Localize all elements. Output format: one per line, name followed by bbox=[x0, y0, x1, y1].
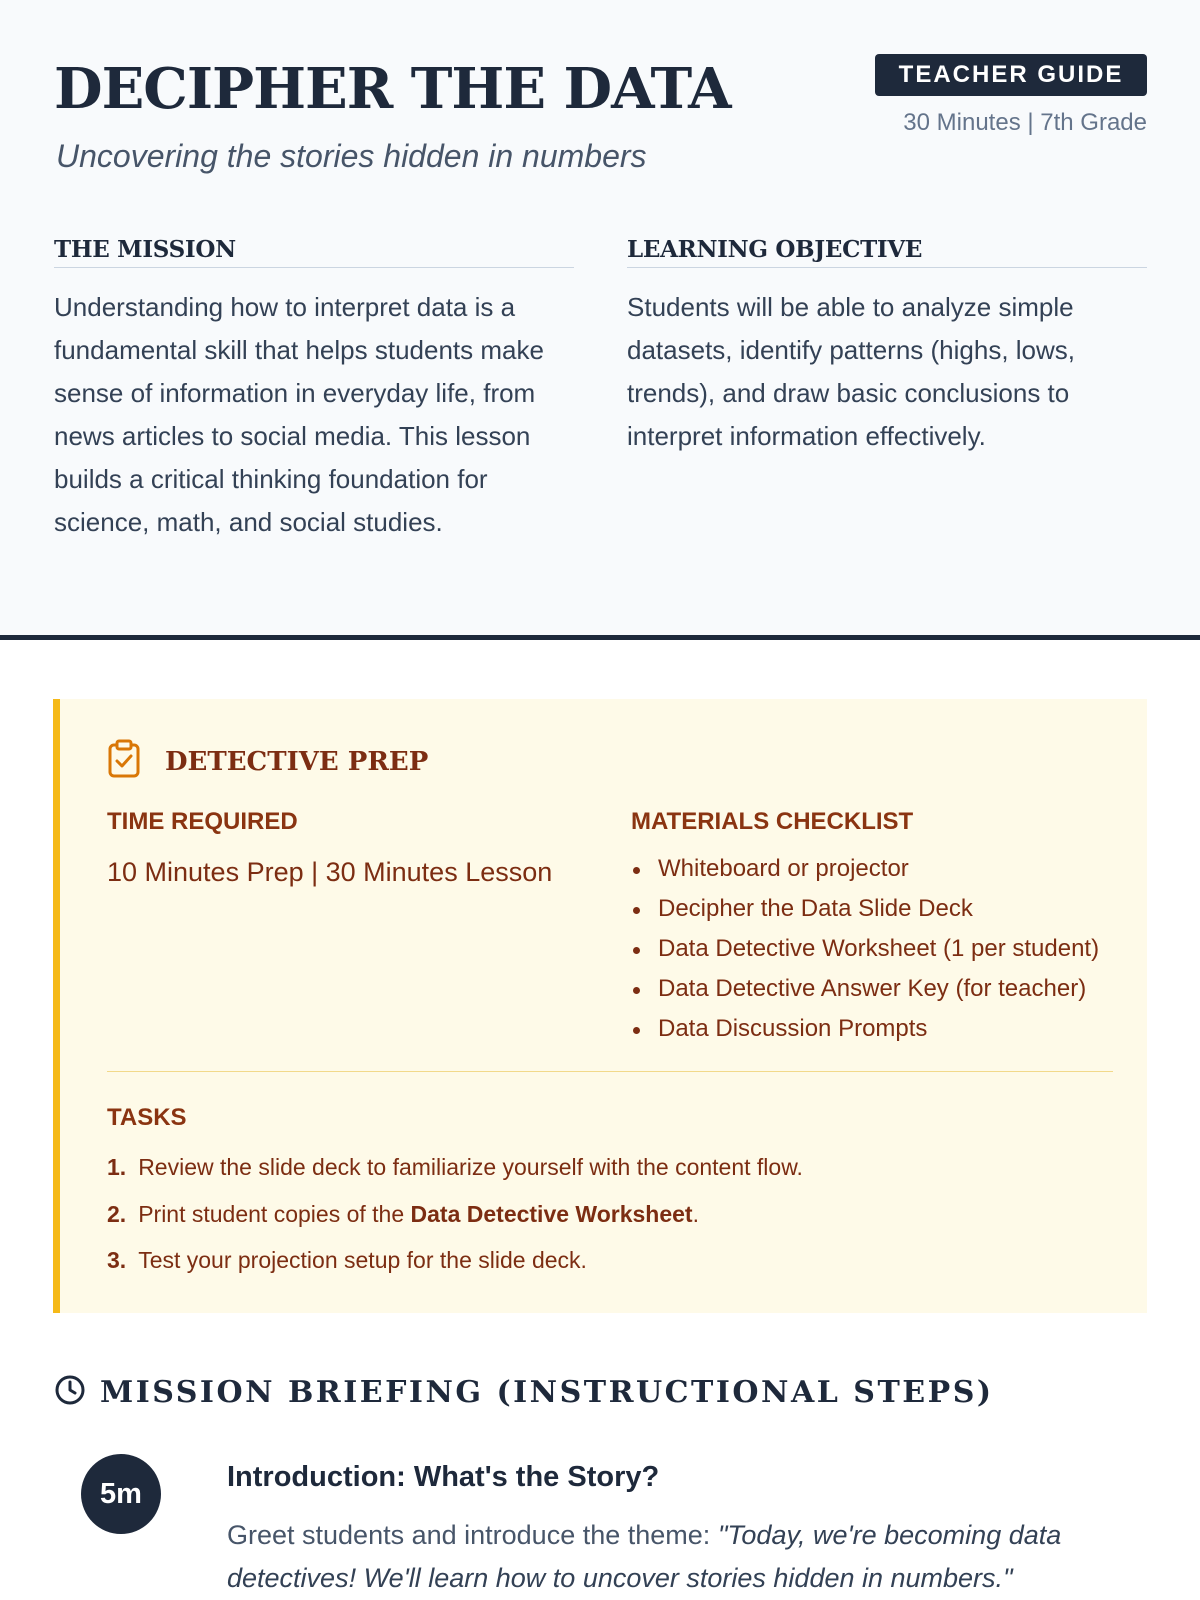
clock-icon bbox=[54, 1374, 86, 1411]
task-item: 3. Test your projection setup for the slide deck. bbox=[107, 1247, 587, 1273]
briefing-title: MISSION BRIEFING (INSTRUCTIONAL STEPS) bbox=[100, 1375, 994, 1410]
page-title: DECIPHER THE DATA bbox=[54, 56, 731, 122]
tasks-list bbox=[107, 1144, 803, 1284]
objective-section bbox=[627, 236, 1147, 458]
clipboard-check-icon bbox=[107, 739, 141, 784]
materials-item: Whiteboard or projector bbox=[631, 849, 1099, 889]
briefing-heading-row bbox=[54, 1374, 994, 1411]
step-text: Greet students and introduce the theme: bbox=[227, 1520, 718, 1550]
task-item: 1. Review the slide deck to familiarize yourself with the content flow. bbox=[107, 1154, 803, 1180]
prep-divider bbox=[107, 1071, 1113, 1072]
step-title: Introduction: What's the Story? bbox=[227, 1461, 660, 1493]
objective-body: Students will be able to analyze simple datasets, identify patterns (highs, lows, trends), and draw basic conclusions to interpret information effectively. bbox=[627, 292, 1076, 451]
step-body bbox=[227, 1514, 1147, 1600]
step-quote: "Today, we're becoming data detectives! We'll learn how to uncover stories hidden in numbers." bbox=[227, 1520, 1062, 1593]
materials-list bbox=[631, 849, 1099, 1049]
prep-title: DETECTIVE PREP bbox=[165, 746, 429, 777]
mission-heading: THE MISSION bbox=[54, 236, 574, 268]
prep-title-row bbox=[107, 739, 428, 784]
page-subtitle: Uncovering the stories hidden in numbers bbox=[56, 138, 647, 174]
mission-body: Understanding how to interpret data is a fundamental skill that helps students make sense of information in everyday life, from news articles to social media. This lesson builds a critical thinking foundation for science, math, and social studies. bbox=[54, 292, 544, 537]
lesson-meta: 30 Minutes | 7th Grade bbox=[903, 109, 1147, 136]
materials-item: Data Detective Worksheet (1 per student) bbox=[631, 929, 1099, 969]
task-item: 2. Print student copies of the Data Detective Worksheet. bbox=[107, 1200, 699, 1227]
guide-header bbox=[0, 0, 1200, 640]
objective-heading: LEARNING OBJECTIVE bbox=[627, 236, 1147, 268]
step-time-badge: 5m bbox=[81, 1454, 161, 1534]
teacher-guide-badge: TEACHER GUIDE bbox=[875, 54, 1147, 96]
time-required-heading: TIME REQUIRED bbox=[107, 808, 298, 835]
materials-item: Data Discussion Prompts bbox=[631, 1009, 1099, 1049]
tasks-heading: TASKS bbox=[107, 1104, 187, 1131]
time-required-value: 10 Minutes Prep | 30 Minutes Lesson bbox=[107, 857, 553, 887]
materials-item: Decipher the Data Slide Deck bbox=[631, 889, 1099, 929]
materials-item: Data Detective Answer Key (for teacher) bbox=[631, 969, 1099, 1009]
materials-heading: MATERIALS CHECKLIST bbox=[631, 808, 914, 835]
detective-prep-panel bbox=[53, 699, 1147, 1313]
mission-section bbox=[54, 236, 574, 544]
worksheet-name: Data Detective Worksheet bbox=[410, 1200, 693, 1227]
